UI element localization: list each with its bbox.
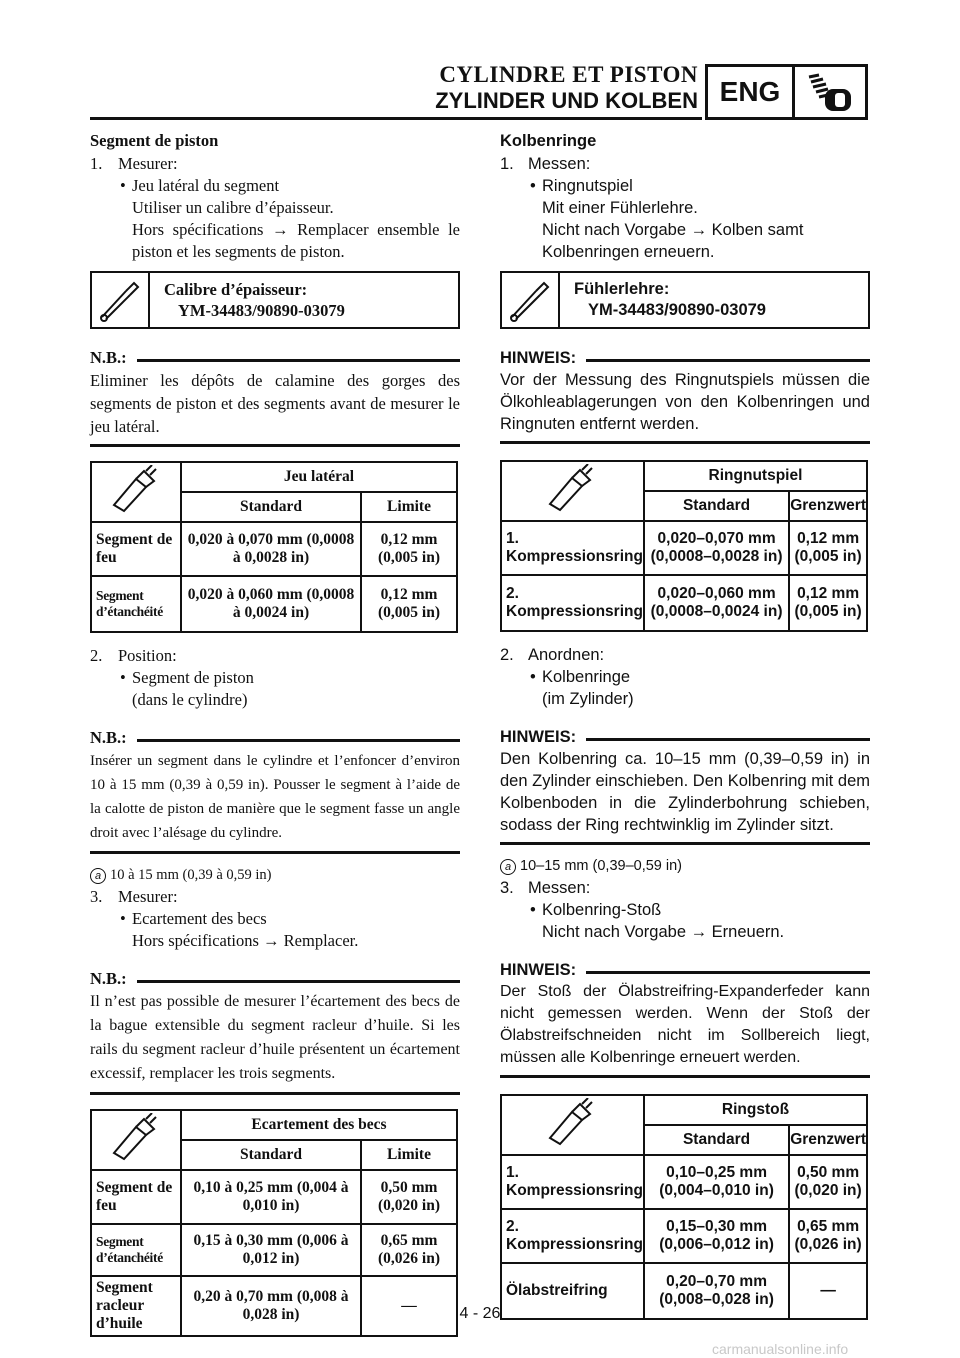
note-1 bbox=[90, 347, 460, 447]
table-title: Ecartement des becs bbox=[181, 1110, 457, 1140]
step-1-sub-1: Mit einer Fühlerlehre. bbox=[542, 199, 698, 217]
note-2-head: N.B.: bbox=[90, 728, 127, 747]
right-column bbox=[500, 130, 870, 1320]
note-2 bbox=[500, 726, 870, 845]
step-3: 3. Mesurer: bbox=[90, 887, 178, 906]
tool-code: YM-34483/90890-03079 bbox=[178, 301, 345, 320]
table-title: Ringnutspiel bbox=[644, 461, 867, 491]
table-ring-side-clearance bbox=[90, 461, 458, 633]
table-title: Ringstoß bbox=[644, 1095, 867, 1125]
table-row: Segment d’étanchéité 0,020 à 0,060 mm (0,0008 à 0,0024 in) 0,12 mm (0,005 in) bbox=[91, 576, 457, 632]
header-title-de: ZYLINDER UND KOLBEN bbox=[435, 88, 698, 113]
col-limit: Limite bbox=[361, 1140, 457, 1170]
tool-code: YM-34483/90890-03079 bbox=[588, 301, 766, 319]
watermark: carmanualsonline.info bbox=[712, 1341, 849, 1357]
table-ring-end-gap bbox=[500, 1094, 868, 1320]
table-ring-groove-clearance bbox=[500, 460, 868, 632]
table-row: Segment d’étanchéité 0,15 à 0,30 mm (0,006 à 0,012 in) 0,65 mm (0,026 in) bbox=[91, 1224, 457, 1276]
mark-a-line: a 10–15 mm (0,39–0,59 in) bbox=[500, 855, 870, 877]
step-2: 2. Position: bbox=[90, 646, 177, 665]
col-limit: Limite bbox=[361, 492, 457, 522]
step-3-bullet: • Kolbenring-Stoß bbox=[530, 901, 662, 919]
step-1-sub-1: Utiliser un calibre d’épaisseur. bbox=[132, 198, 334, 217]
header-rule bbox=[90, 117, 702, 120]
caliper-icon bbox=[91, 1110, 181, 1170]
note-1-head: HINWEIS: bbox=[500, 349, 577, 367]
step-1-bullet: • Jeu latéral du segment bbox=[120, 176, 280, 195]
note-2-text: Den Kolbenring ca. 10–15 mm (0,39–0,59 in) in den Zylinder einschieben. Den Kolbenring mit dem Kolbenboden in die Zylinderbohrung schieben, sodass der Ring rechtwinklig im Zylinder sitzt. bbox=[500, 750, 870, 834]
col-limit: Grenzwert bbox=[789, 1125, 867, 1155]
table-row: Segment racleur d’huile 0,20 à 0,70 mm (0,008 à 0,028 in) — bbox=[91, 1276, 457, 1336]
col-standard: Standard bbox=[181, 492, 361, 522]
step-2: 2. Anordnen: bbox=[500, 646, 605, 664]
table-row: 2. Kompressionsring 0,020–0,060 mm (0,0008–0,0024 in) 0,12 mm (0,005 in) bbox=[501, 575, 867, 631]
header-title-fr: CYLINDRE ET PISTON bbox=[439, 62, 698, 87]
note-3-head: HINWEIS: bbox=[500, 961, 577, 979]
tool-box bbox=[90, 271, 460, 329]
feeler-gauge-icon bbox=[502, 273, 560, 327]
table-title: Jeu latéral bbox=[181, 462, 457, 492]
note-1-head: N.B.: bbox=[90, 348, 127, 367]
note-2-text: Insérer un segment dans le cylindre et l’enfoncer d’environ 10 à 15 mm (0,39 à 0,59 in). Pousser le segment à l’aide de la calotte de piston de manière que le segment fasse un angle droit avec l’alésage du cylindre. bbox=[90, 753, 460, 841]
tool-title: Fühlerlehre: bbox=[574, 280, 670, 298]
caliper-icon bbox=[91, 462, 181, 522]
tool-box bbox=[500, 271, 870, 329]
note-1 bbox=[500, 347, 870, 444]
step-3-bullet: • Ecartement des becs bbox=[120, 909, 267, 928]
note-2 bbox=[90, 727, 460, 854]
step-2-bullet: • Kolbenringe bbox=[530, 668, 631, 686]
step-1-sub-2: Hors spécifications → Remplacer ensemble le piston et les segments de piston. bbox=[132, 220, 460, 261]
note-1-text: Vor der Messung des Ringnutspiels müssen die Ölkohleablagerungen von den Kolbenringen und Ringnuten entfernt werden. bbox=[500, 371, 870, 433]
page-number: 4 - 26 bbox=[459, 1305, 501, 1322]
note-3-text: Der Stoß der Ölabstreifring-Expanderfeder kann nicht gemessen werden. Wenn der Stoß der Ölabstreifschneiden nicht im Sollbereich liegt, müssen alle Kolbenringe erneuert werden. bbox=[500, 983, 870, 1066]
mark-a: a bbox=[90, 868, 106, 884]
mark-a: a bbox=[500, 859, 516, 875]
table-row: Ölabstreifring 0,20–0,70 mm (0,008–0,028 in) — bbox=[501, 1263, 867, 1319]
eng-label: ENG bbox=[708, 67, 795, 117]
tool-title: Calibre d’épaisseur: bbox=[164, 280, 308, 299]
step-2-sub: (dans le cylindre) bbox=[132, 690, 248, 709]
section-title: Segment de piston bbox=[90, 131, 219, 150]
table-end-gap bbox=[90, 1109, 458, 1337]
mark-a-line: a 10 à 15 mm (0,39 à 0,59 in) bbox=[90, 864, 460, 886]
step-1-bullet: • Ringnutspiel bbox=[530, 177, 633, 195]
caliper-icon bbox=[501, 461, 644, 521]
table-row: 1. Kompressionsring 0,10–0,25 mm (0,004–0,010 in) 0,50 mm (0,020 in) bbox=[501, 1155, 867, 1209]
step-3-sub: Hors spécifications → Remplacer. bbox=[132, 931, 359, 950]
eng-badge bbox=[705, 64, 868, 120]
step-3-sub: Nicht nach Vorgabe → Erneuern. bbox=[542, 923, 785, 941]
col-limit: Grenzwert bbox=[789, 491, 867, 521]
left-column bbox=[90, 130, 460, 1337]
engine-icon bbox=[795, 67, 865, 117]
caliper-icon bbox=[501, 1095, 644, 1155]
note-2-head: HINWEIS: bbox=[500, 728, 577, 746]
table-row: 2. Kompressionsring 0,15–0,30 mm (0,006–0,012 in) 0,65 mm (0,026 in) bbox=[501, 1209, 867, 1263]
col-standard: Standard bbox=[644, 1125, 789, 1155]
note-3-head: N.B.: bbox=[90, 969, 127, 988]
col-standard: Standard bbox=[644, 491, 789, 521]
feeler-gauge-icon bbox=[92, 273, 150, 327]
step-2-bullet: • Segment de piston bbox=[120, 668, 254, 687]
section-title: Kolbenringe bbox=[500, 132, 597, 150]
note-3 bbox=[500, 959, 870, 1078]
table-row: Segment de feu 0,020 à 0,070 mm (0,0008 à 0,0028 in) 0,12 mm (0,005 in) bbox=[91, 522, 457, 576]
note-3 bbox=[90, 968, 460, 1095]
step-1: 1. Mesurer: bbox=[90, 154, 178, 173]
table-row: 1. Kompressionsring 0,020–0,070 mm (0,0008–0,0028 in) 0,12 mm (0,005 in) bbox=[501, 521, 867, 575]
step-2-sub: (im Zylinder) bbox=[542, 690, 634, 708]
col-standard: Standard bbox=[181, 1140, 361, 1170]
step-3: 3. Messen: bbox=[500, 879, 591, 897]
note-1-text: Eliminer les dépôts de calamine des gorges des segments de piston et des segments avant de mesurer le jeu latéral. bbox=[90, 371, 460, 436]
step-1: 1. Messen: bbox=[500, 155, 591, 173]
note-3-text: Il n’est pas possible de mesurer l’écartement des becs de la bague extensible du segment racleur d’huile. Si les rails du segment racleur d’huile présentent un écartement excessif, remplacer les trois segments. bbox=[90, 993, 460, 1082]
step-1-sub-2: Nicht nach Vorgabe → Kolben samt Kolbenringen erneuern. bbox=[542, 221, 804, 261]
table-row: Segment de feu 0,10 à 0,25 mm (0,004 à 0,010 in) 0,50 mm (0,020 in) bbox=[91, 1170, 457, 1224]
